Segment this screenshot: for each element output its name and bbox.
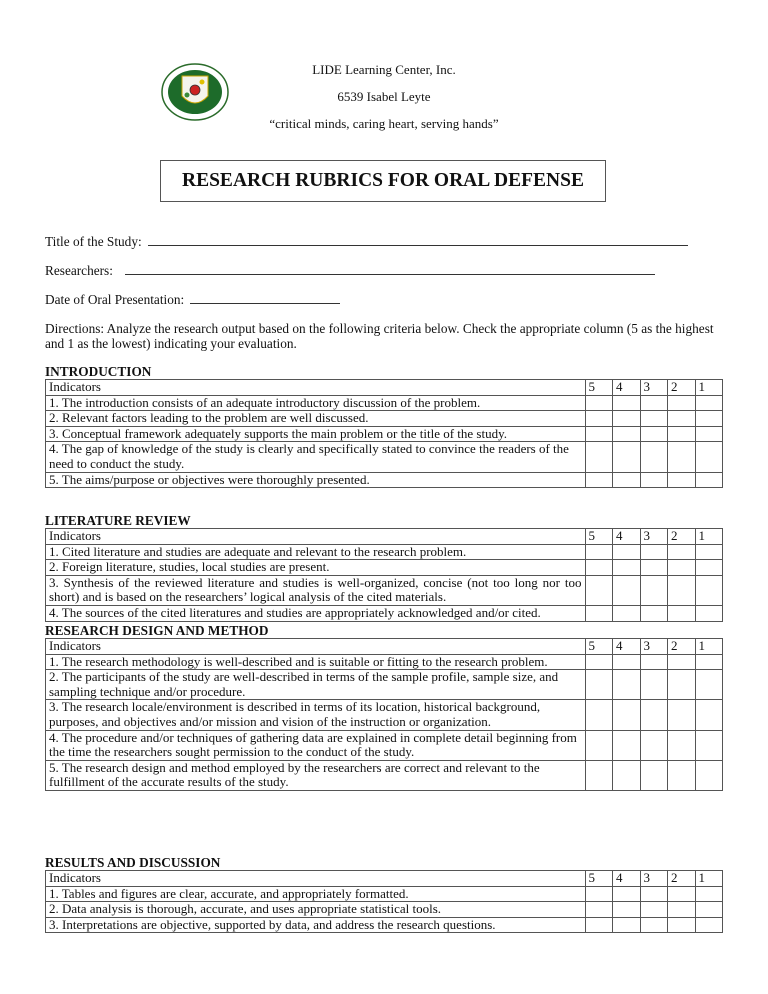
score-header-5: 5 — [585, 529, 613, 545]
score-cell-2[interactable] — [668, 544, 696, 560]
score-cell-4[interactable] — [613, 886, 641, 902]
score-header-4: 4 — [613, 639, 641, 655]
score-cell-2[interactable] — [668, 472, 696, 488]
score-cell-1[interactable] — [695, 544, 723, 560]
score-cell-3[interactable] — [640, 575, 668, 605]
score-cell-3[interactable] — [640, 426, 668, 442]
research-design-and-method-rubric-table — [45, 638, 723, 791]
study-title-blank[interactable] — [148, 233, 688, 246]
table-row — [46, 575, 723, 605]
document-title: RESEARCH RUBRICS FOR ORAL DEFENSE — [160, 160, 606, 202]
score-cell-2[interactable] — [668, 560, 696, 576]
score-cell-3[interactable] — [640, 442, 668, 472]
score-header-3: 3 — [640, 639, 668, 655]
table-row — [46, 886, 723, 902]
score-cell-1[interactable] — [695, 902, 723, 918]
score-cell-3[interactable] — [640, 700, 668, 730]
score-cell-2[interactable] — [668, 605, 696, 621]
date-label: Date of Oral Presentation: — [45, 292, 185, 307]
score-header-5: 5 — [585, 639, 613, 655]
table-row — [46, 654, 723, 670]
score-cell-5[interactable] — [585, 654, 613, 670]
indicator-text: 1. Tables and figures are clear, accurate, and appropriately formatted. — [46, 886, 586, 902]
score-cell-2[interactable] — [668, 886, 696, 902]
score-header-3: 3 — [640, 380, 668, 396]
indicator-text: 2. The participants of the study are well-described in terms of the sample profile, sample size, and sampling technique and/or procedure. — [46, 670, 586, 700]
directions-text: Directions: Analyze the research output based on the following criteria below. Check the appropriate column (5 as the highest and 1 as the lowest) indicating your evaluation. — [45, 321, 714, 351]
score-cell-2[interactable] — [668, 442, 696, 472]
score-cell-4[interactable] — [613, 605, 641, 621]
score-cell-4[interactable] — [613, 472, 641, 488]
score-cell-5[interactable] — [585, 575, 613, 605]
score-cell-4[interactable] — [613, 395, 641, 411]
date-field — [45, 291, 340, 308]
score-cell-1[interactable] — [695, 560, 723, 576]
score-header-4: 4 — [613, 871, 641, 887]
score-cell-5[interactable] — [585, 760, 613, 790]
indicators-header: Indicators — [46, 529, 586, 545]
score-cell-5[interactable] — [585, 730, 613, 760]
table-row — [46, 395, 723, 411]
score-cell-5[interactable] — [585, 472, 613, 488]
score-cell-4[interactable] — [613, 654, 641, 670]
score-cell-4[interactable] — [613, 575, 641, 605]
indicator-text: 2. Data analysis is thorough, accurate, and uses appropriate statistical tools. — [46, 902, 586, 918]
literature-review-rubric-table — [45, 528, 723, 622]
score-cell-2[interactable] — [668, 426, 696, 442]
score-cell-2[interactable] — [668, 700, 696, 730]
indicator-text: 5. The research design and method employed by the researchers are correct and relevant to the fulfillment of the accurate results of the study. — [46, 760, 586, 790]
score-cell-5[interactable] — [585, 544, 613, 560]
date-blank[interactable] — [190, 291, 340, 304]
table-row — [46, 560, 723, 576]
indicator-text: 1. The introduction consists of an adequate introductory discussion of the problem. — [46, 395, 586, 411]
table-header-row — [46, 380, 723, 396]
score-cell-3[interactable] — [640, 411, 668, 427]
table-row — [46, 670, 723, 700]
indicator-text: 2. Foreign literature, studies, local studies are present. — [46, 560, 586, 576]
score-cell-1[interactable] — [695, 654, 723, 670]
results-and-discussion-heading: RESULTS AND DISCUSSION — [45, 855, 221, 870]
score-cell-2[interactable] — [668, 575, 696, 605]
score-cell-2[interactable] — [668, 760, 696, 790]
indicator-text: 3. Synthesis of the reviewed literature and studies is well-organized, concise (not too long nor too short) and is based on the researchers’ logical analysis of the cited materials. — [46, 575, 586, 605]
score-cell-4[interactable] — [613, 917, 641, 933]
score-header-1: 1 — [695, 380, 723, 396]
indicator-text: 3. Interpretations are objective, supported by data, and address the research questions. — [46, 917, 586, 933]
score-cell-1[interactable] — [695, 605, 723, 621]
introduction-rubric-table — [45, 379, 723, 488]
score-cell-1[interactable] — [695, 760, 723, 790]
score-cell-3[interactable] — [640, 730, 668, 760]
score-header-3: 3 — [640, 529, 668, 545]
score-cell-4[interactable] — [613, 426, 641, 442]
score-cell-2[interactable] — [668, 395, 696, 411]
score-cell-5[interactable] — [585, 605, 613, 621]
score-cell-3[interactable] — [640, 560, 668, 576]
score-cell-3[interactable] — [640, 605, 668, 621]
score-cell-5[interactable] — [585, 917, 613, 933]
score-cell-5[interactable] — [585, 426, 613, 442]
research-design-and-method-heading: RESEARCH DESIGN AND METHOD — [45, 623, 269, 638]
org-name: LIDE Learning Center, Inc. — [312, 62, 456, 77]
score-cell-2[interactable] — [668, 917, 696, 933]
table-row — [46, 544, 723, 560]
score-cell-2[interactable] — [668, 902, 696, 918]
score-cell-1[interactable] — [695, 917, 723, 933]
score-cell-3[interactable] — [640, 472, 668, 488]
table-header-row — [46, 529, 723, 545]
indicators-header: Indicators — [46, 871, 586, 887]
researchers-field — [45, 262, 655, 279]
table-row — [46, 902, 723, 918]
score-cell-3[interactable] — [640, 917, 668, 933]
score-cell-3[interactable] — [640, 654, 668, 670]
score-header-4: 4 — [613, 380, 641, 396]
score-header-1: 1 — [695, 871, 723, 887]
indicator-text: 3. The research locale/environment is described in terms of its location, historical background, purposes, and objectives and/or mission and vision of the instruction or organization. — [46, 700, 586, 730]
score-cell-4[interactable] — [613, 560, 641, 576]
score-cell-3[interactable] — [640, 886, 668, 902]
score-cell-4[interactable] — [613, 730, 641, 760]
researchers-blank[interactable] — [125, 262, 655, 275]
table-row — [46, 411, 723, 427]
score-header-2: 2 — [668, 529, 696, 545]
score-cell-2[interactable] — [668, 670, 696, 700]
score-cell-1[interactable] — [695, 442, 723, 472]
score-cell-5[interactable] — [585, 700, 613, 730]
score-cell-2[interactable] — [668, 654, 696, 670]
score-cell-3[interactable] — [640, 760, 668, 790]
score-cell-5[interactable] — [585, 560, 613, 576]
score-cell-3[interactable] — [640, 902, 668, 918]
indicator-text: 1. Cited literature and studies are adequate and relevant to the research problem. — [46, 544, 586, 560]
score-cell-4[interactable] — [613, 442, 641, 472]
score-header-4: 4 — [613, 529, 641, 545]
score-cell-3[interactable] — [640, 544, 668, 560]
indicator-text: 4. The gap of knowledge of the study is clearly and specifically stated to convince the readers of the need to conduct the study. — [46, 442, 586, 472]
score-cell-2[interactable] — [668, 730, 696, 760]
score-cell-4[interactable] — [613, 700, 641, 730]
study-title-field — [45, 233, 688, 250]
score-header-2: 2 — [668, 380, 696, 396]
score-cell-4[interactable] — [613, 670, 641, 700]
score-cell-5[interactable] — [585, 886, 613, 902]
score-header-2: 2 — [668, 639, 696, 655]
score-cell-3[interactable] — [640, 395, 668, 411]
score-cell-1[interactable] — [695, 886, 723, 902]
literature-review-heading: LITERATURE REVIEW — [45, 513, 191, 528]
score-header-1: 1 — [695, 529, 723, 545]
score-cell-5[interactable] — [585, 442, 613, 472]
indicator-text: 2. Relevant factors leading to the problem are well discussed. — [46, 411, 586, 427]
score-cell-1[interactable] — [695, 472, 723, 488]
study-title-label: Title of the Study: — [45, 234, 142, 249]
score-cell-1[interactable] — [695, 575, 723, 605]
indicator-text: 4. The sources of the cited literatures and studies are appropriately acknowledged and/or cited. — [46, 605, 586, 621]
score-header-3: 3 — [640, 871, 668, 887]
indicator-text: 5. The aims/purpose or objectives were thoroughly presented. — [46, 472, 586, 488]
indicator-text: 1. The research methodology is well-described and is suitable or fitting to the research problem. — [46, 654, 586, 670]
table-row — [46, 472, 723, 488]
score-cell-5[interactable] — [585, 395, 613, 411]
score-cell-1[interactable] — [695, 700, 723, 730]
score-cell-4[interactable] — [613, 544, 641, 560]
org-motto: “critical minds, caring heart, serving hands” — [269, 116, 499, 131]
indicator-text: 4. The procedure and/or techniques of gathering data are explained in complete detail beginning from the time the researchers sought permission to the conduct of the study. — [46, 730, 586, 760]
score-cell-1[interactable] — [695, 426, 723, 442]
score-cell-1[interactable] — [695, 730, 723, 760]
score-cell-2[interactable] — [668, 411, 696, 427]
score-cell-1[interactable] — [695, 395, 723, 411]
researchers-label: Researchers: — [45, 263, 113, 278]
table-header-row — [46, 871, 723, 887]
table-row — [46, 605, 723, 621]
table-row — [46, 917, 723, 933]
score-cell-1[interactable] — [695, 670, 723, 700]
score-cell-5[interactable] — [585, 670, 613, 700]
score-cell-4[interactable] — [613, 411, 641, 427]
results-and-discussion-rubric-table — [45, 870, 723, 933]
table-row — [46, 700, 723, 730]
score-cell-5[interactable] — [585, 411, 613, 427]
table-row — [46, 760, 723, 790]
score-cell-4[interactable] — [613, 902, 641, 918]
table-row — [46, 442, 723, 472]
table-header-row — [46, 639, 723, 655]
score-cell-5[interactable] — [585, 902, 613, 918]
indicators-header: Indicators — [46, 639, 586, 655]
org-address: 6539 Isabel Leyte — [337, 89, 431, 104]
score-header-5: 5 — [585, 380, 613, 396]
indicators-header: Indicators — [46, 380, 586, 396]
score-header-1: 1 — [695, 639, 723, 655]
score-cell-3[interactable] — [640, 670, 668, 700]
score-header-2: 2 — [668, 871, 696, 887]
score-cell-4[interactable] — [613, 760, 641, 790]
table-row — [46, 426, 723, 442]
indicator-text: 3. Conceptual framework adequately supports the main problem or the title of the study. — [46, 426, 586, 442]
table-row — [46, 730, 723, 760]
introduction-heading: INTRODUCTION — [45, 364, 152, 379]
score-header-5: 5 — [585, 871, 613, 887]
score-cell-1[interactable] — [695, 411, 723, 427]
